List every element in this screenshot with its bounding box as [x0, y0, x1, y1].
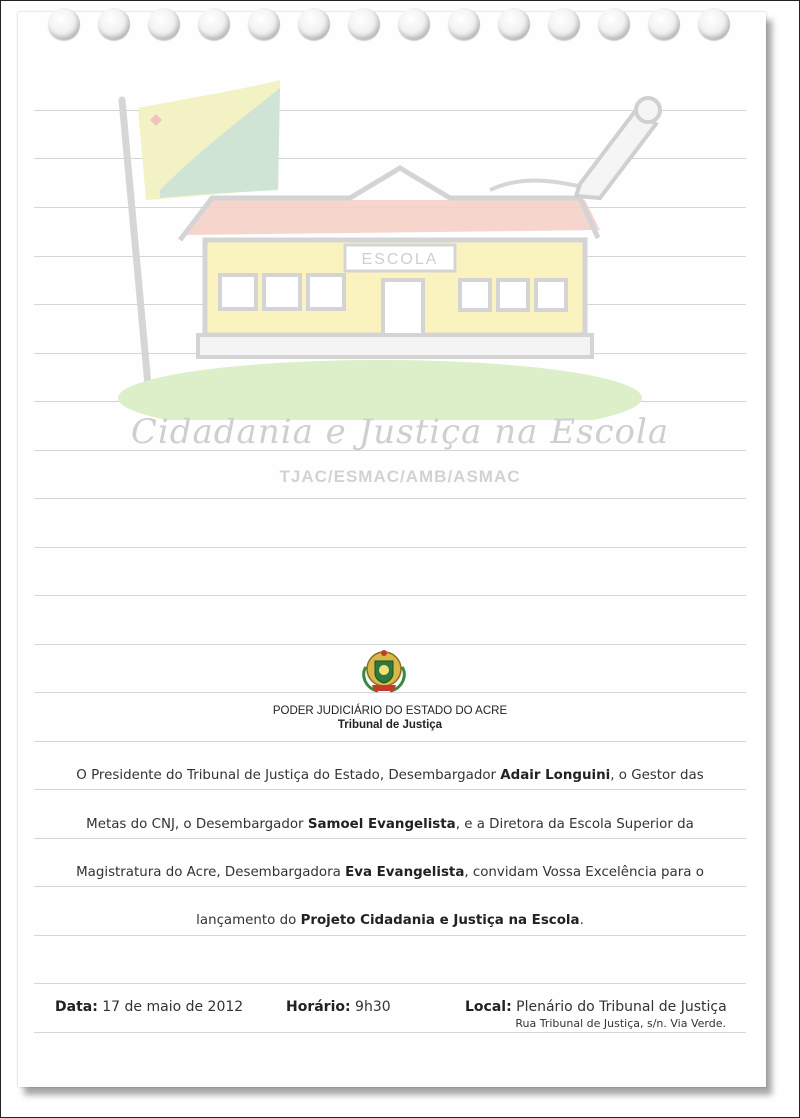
court-name: Tribunal de Justiça: [337, 719, 443, 731]
spiral-ring-icon: [398, 8, 430, 40]
institution-name: PODER JUDICIÁRIO DO ESTADO DO ACRE: [272, 705, 508, 717]
spiral-ring-icon: [598, 8, 630, 40]
spiral-ring-icon: [248, 8, 280, 40]
event-address: Rua Tribunal de Justiça, s/n. Via Verde.: [515, 1017, 726, 1030]
coat-of-arms-icon: [358, 645, 410, 697]
spiral-ring-icon: [448, 8, 480, 40]
invitation-line-1: O Presidente do Tribunal de Justiça do Estado, Desembargador Adair Longuini, o Gestor das: [76, 768, 704, 783]
spiral-ring-icon: [48, 8, 80, 40]
invitation-line-4: lançamento do Projeto Cidadania e Justiça na Escola.: [196, 913, 584, 928]
spiral-ring-icon: [698, 8, 730, 40]
spiral-ring-icon: [348, 8, 380, 40]
spiral-ring-icon: [148, 8, 180, 40]
spiral-ring-icon: [648, 8, 680, 40]
event-time: Horário: 9h30: [286, 999, 391, 1015]
spiral-ring-icon: [198, 8, 230, 40]
invitation-line-3: Magistratura do Acre, Desembargadora Eva Evangelista, convidam Vossa Excelência para o: [76, 865, 704, 880]
event-location: Local: Plenário do Tribunal de Justiça: [465, 999, 727, 1015]
spiral-ring-icon: [548, 8, 580, 40]
school-sign-text: ESCOLA: [361, 251, 439, 268]
organizations-text: TJAC/ESMAC/AMB/ASMAC: [279, 467, 521, 486]
school-drawing-icon: [100, 80, 680, 420]
spiral-ring-icon: [98, 8, 130, 40]
invitation-line-2: Metas do CNJ, o Desembargador Samoel Evangelista, e a Diretora da Escola Superior da: [86, 817, 694, 832]
spiral-ring-icon: [298, 8, 330, 40]
spiral-binding: [48, 8, 748, 44]
project-title-cursive: Cidadania e Justiça na Escola: [130, 412, 670, 452]
spiral-ring-icon: [498, 8, 530, 40]
event-date: Data: 17 de maio de 2012: [55, 999, 244, 1015]
pencil-icon: [490, 98, 660, 198]
